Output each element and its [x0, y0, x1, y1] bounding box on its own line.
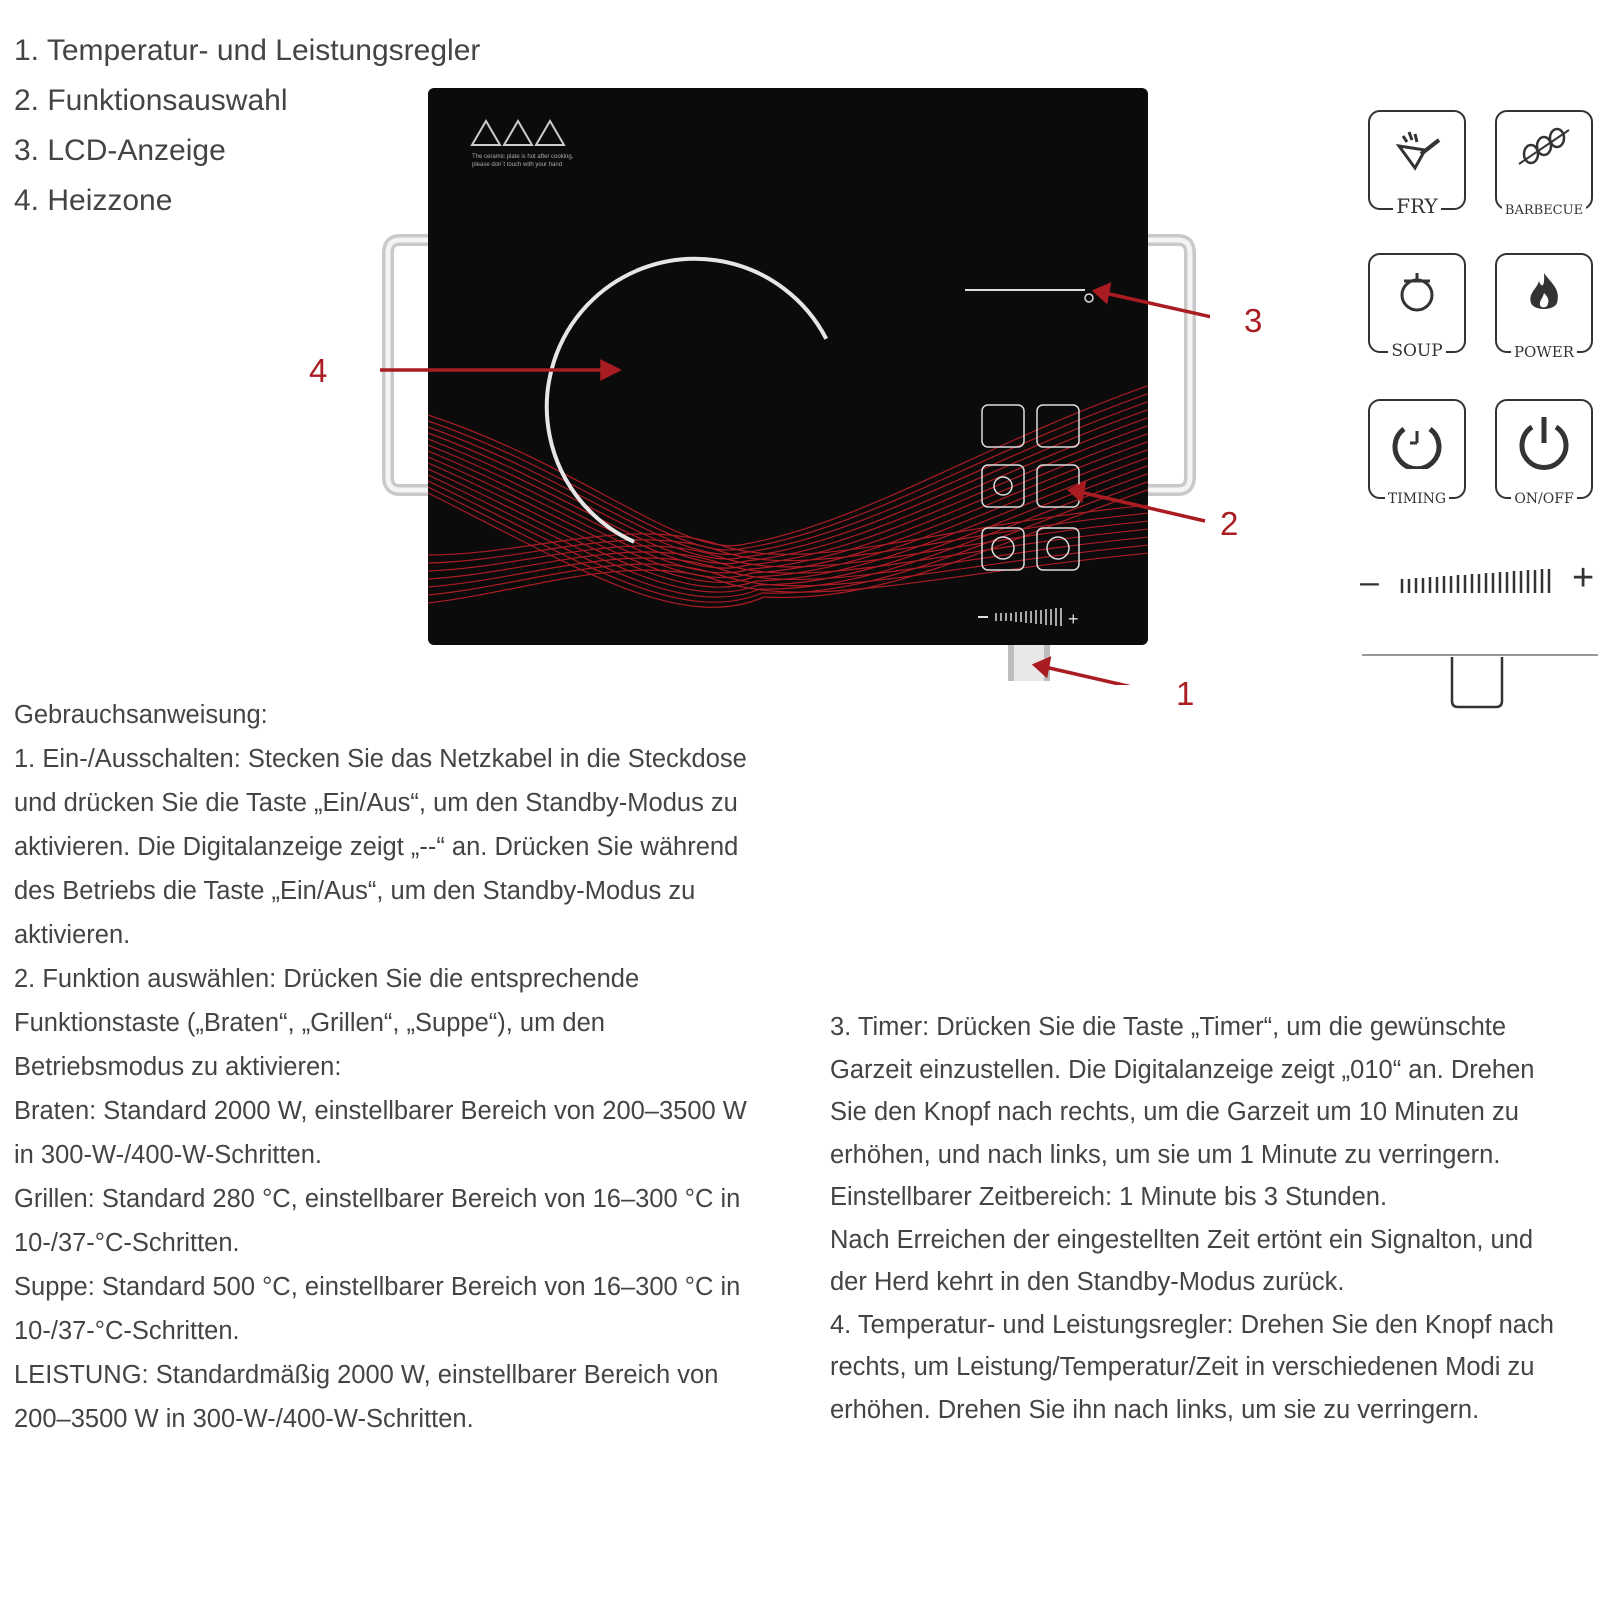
- power-key: [1495, 253, 1593, 361]
- soup-label: SOUP: [1388, 341, 1445, 361]
- glass-top: [428, 88, 1148, 645]
- callout-1: 1: [1176, 675, 1195, 712]
- instr-right-line: der Herd kehrt in den Standby-Modus zurück.: [830, 1268, 1345, 1296]
- instr-right-line: Einstellbarer Zeitbereich: 1 Minute bis 3 Stunden.: [830, 1183, 1388, 1211]
- barbecue-key: [1495, 110, 1593, 218]
- pot-icon: [1392, 267, 1442, 317]
- instr-left-line: Gebrauchsanweisung:: [14, 701, 268, 729]
- instr-left-line: Grillen: Standard 280 °C, einstellbarer Bereich von 16–300 °C in: [14, 1185, 741, 1213]
- instr-left-line: LEISTUNG: Standardmäßig 2000 W, einstellbarer Bereich von: [14, 1361, 719, 1389]
- instr-right-line: Sie den Knopf nach rechts, um die Garzeit um 10 Minuten zu: [830, 1098, 1519, 1126]
- cooktop-illustration: [380, 85, 1210, 685]
- slider-minus: –: [1360, 563, 1379, 601]
- fry-label: FRY: [1393, 194, 1441, 218]
- instr-left-line: in 300-W-/400-W-Schritten.: [14, 1141, 323, 1169]
- instr-right-line: rechts, um Leistung/Temperatur/Zeit in verschiedenen Modi zu: [830, 1353, 1535, 1381]
- instr-left-line: 10-/37-°C-Schritten.: [14, 1317, 240, 1345]
- instr-left-line: Betriebsmodus zu aktivieren:: [14, 1053, 342, 1081]
- instr-right-line: 4. Temperatur- und Leistungsregler: Drehen Sie den Knopf nach: [830, 1310, 1554, 1339]
- slider-ticks-icon: [1360, 565, 1600, 715]
- instr-left-line: 200–3500 W in 300-W-/400-W-Schritten.: [14, 1405, 474, 1433]
- svg-text:+: +: [1068, 609, 1079, 629]
- power-label: POWER: [1511, 343, 1577, 361]
- callout-2: 2: [1220, 505, 1239, 542]
- soup-key: [1368, 253, 1466, 361]
- callout-3: 3: [1244, 302, 1263, 339]
- instr-left-line: und drücken Sie die Taste „Ein/Aus“, um den Standby-Modus zu: [14, 789, 738, 817]
- instr-left-line: des Betriebs die Taste „Ein/Aus“, um den Standby-Modus zu: [14, 877, 696, 905]
- flame-icon: [1519, 267, 1569, 317]
- cooktop-image: [380, 85, 1210, 685]
- slider-plus: +: [1572, 557, 1595, 599]
- instructions-left: [14, 693, 814, 1441]
- power-slider-diagram: [1360, 557, 1600, 715]
- power-button-icon: [1514, 413, 1574, 471]
- instr-right-line: erhöhen. Drehen Sie ihn nach links, um sie zu verringern.: [830, 1395, 1480, 1424]
- fry-icon: [1391, 124, 1443, 176]
- legend-item-2: 2. Funktionsauswahl: [14, 84, 288, 117]
- right-handle: [1145, 240, 1190, 490]
- instr-left-line: 10-/37-°C-Schritten.: [14, 1229, 240, 1257]
- barbecue-icon: [1515, 124, 1573, 170]
- instr-right-line: Nach Erreichen der eingestellten Zeit ertönt ein Signalton, und: [830, 1225, 1534, 1254]
- instr-left-line: 1. Ein-/Ausschalten: Stecken Sie das Netzkabel in die Steckdose: [14, 745, 747, 773]
- barbecue-label: BARBECUE: [1502, 203, 1586, 218]
- clock-icon: [1388, 413, 1446, 469]
- callout-4: 4: [309, 352, 328, 389]
- instr-left-line: Funktionstaste („Braten“, „Grillen“, „Suppe“), um den: [14, 1009, 605, 1037]
- warning-text-1: The ceramic plate is hot after cooking,: [472, 154, 574, 160]
- legend-item-4: 4. Heizzone: [14, 184, 173, 217]
- legend-item-1: 1. Temperatur- und Leistungsregler: [14, 34, 481, 67]
- instr-left-line: 2. Funktion auswählen: Drücken Sie die entsprechende: [14, 965, 640, 993]
- legend-item-3: 3. LCD-Anzeige: [14, 134, 226, 167]
- instr-left-line: aktivieren. Die Digitalanzeige zeigt „--“ an. Drücken Sie während: [14, 833, 739, 861]
- warning-text-2: please don`t touch with your hand: [472, 162, 563, 168]
- instr-right-line: Garzeit einzustellen. Die Digitalanzeige zeigt „010“ an. Drehen: [830, 1055, 1535, 1084]
- instr-right-line: 3. Timer: Drücken Sie die Taste „Timer“, um die gewünschte: [830, 1013, 1507, 1041]
- timing-key: [1368, 399, 1466, 507]
- instr-right-line: erhöhen, und nach links, um sie um 1 Minute zu verringern.: [830, 1140, 1501, 1169]
- instructions-right: [830, 1006, 1590, 1431]
- onoff-label: ON/OFF: [1511, 491, 1576, 507]
- instr-left-line: Suppe: Standard 500 °C, einstellbarer Bereich von 16–300 °C in: [14, 1273, 741, 1301]
- onoff-key: [1495, 399, 1593, 507]
- left-handle: [388, 240, 432, 490]
- instr-left-line: aktivieren.: [14, 921, 131, 949]
- fry-key: [1368, 110, 1466, 218]
- timing-label: TIMING: [1385, 491, 1449, 507]
- instr-left-line: Braten: Standard 2000 W, einstellbarer Bereich von 200–3500 W: [14, 1097, 747, 1125]
